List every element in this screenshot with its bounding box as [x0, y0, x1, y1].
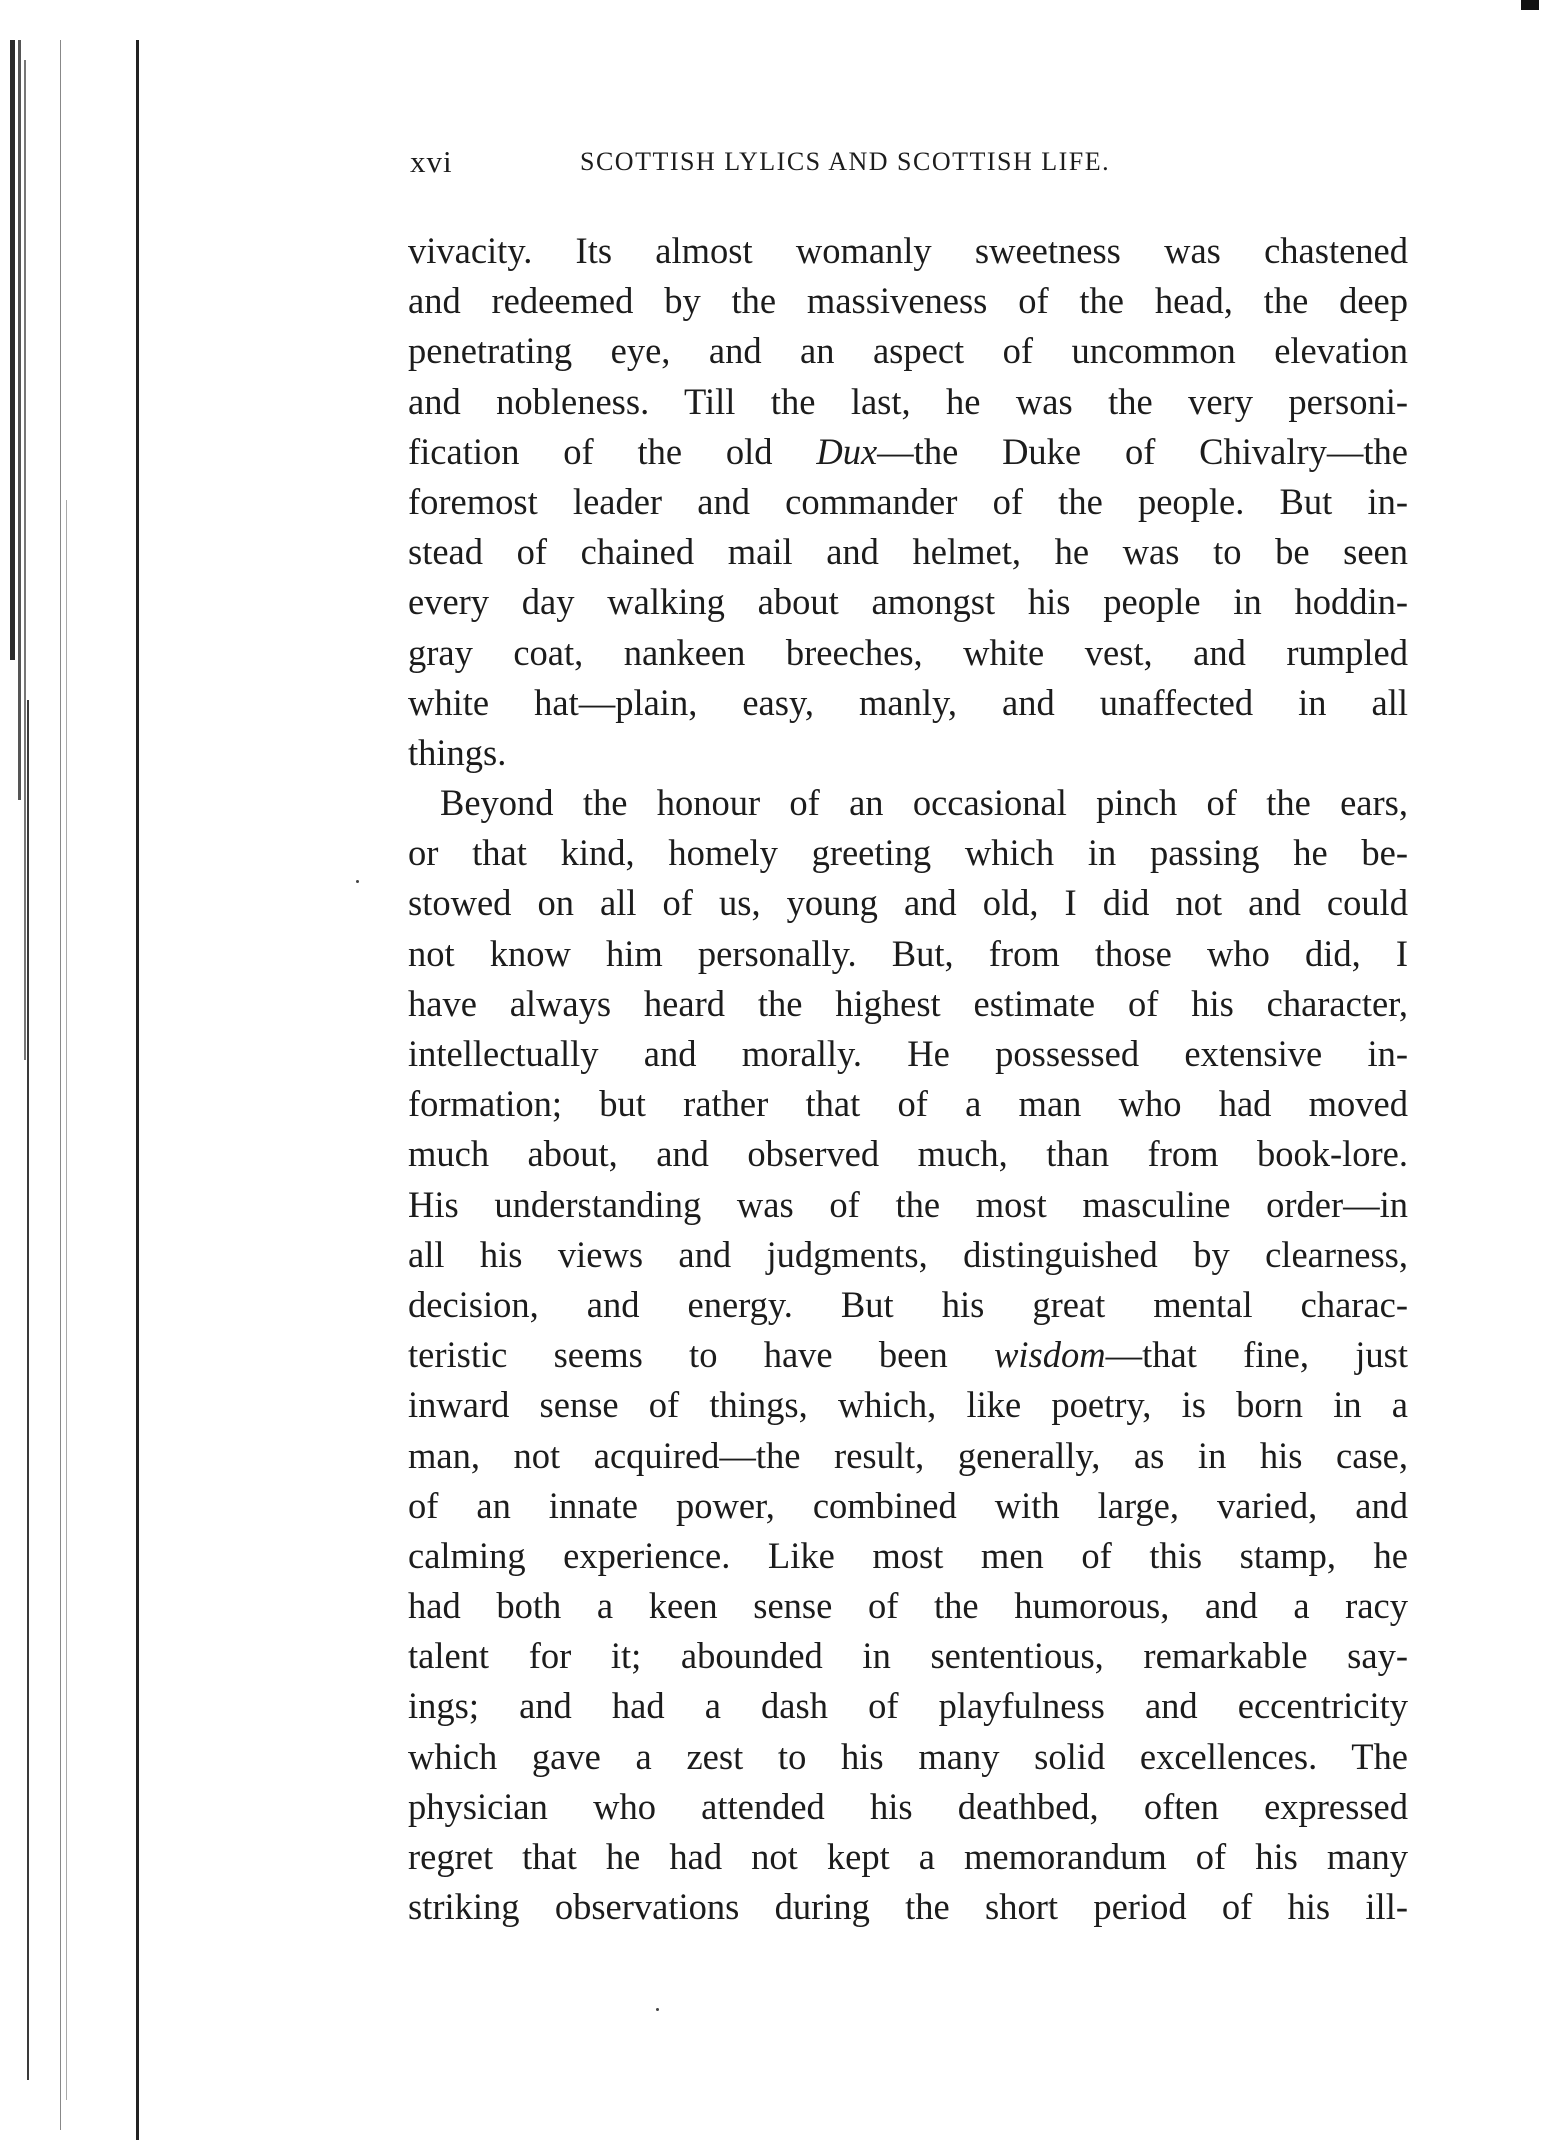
- scan-corner-mark: [1521, 0, 1539, 10]
- text-line: every day walking about amongst his people in hoddin-: [408, 581, 1408, 623]
- italic-term: Dux: [816, 430, 878, 472]
- italic-term: wisdom: [994, 1334, 1106, 1376]
- text-run: teristic seems to have been: [408, 1334, 995, 1376]
- text-run: —the Duke of Chivalry—the: [877, 430, 1408, 472]
- text-line: or that kind, homely greeting which in passing he be-: [408, 832, 1408, 874]
- text-line: [408, 1330, 1408, 1380]
- text-line: and nobleness. Till the last, he was the very personi-: [408, 380, 1408, 422]
- text-line: formation; but rather that of a man who had moved: [408, 1083, 1408, 1125]
- binding-edge-shadow: [10, 40, 15, 660]
- text-line: not know him personally. But, from those who did, I: [408, 932, 1408, 974]
- text-line: which gave a zest to his many solid excellences. The: [408, 1735, 1408, 1777]
- text-line: have always heard the highest estimate of his character,: [408, 982, 1408, 1024]
- text-line: much about, and observed much, than from book-lore.: [408, 1133, 1408, 1175]
- text-line: [408, 427, 1408, 477]
- running-title: SCOTTISH LYLICS AND SCOTTISH LIFE.: [580, 147, 1111, 176]
- binding-edge-shadow: [18, 40, 21, 800]
- text-line: talent for it; abounded in sententious, remarkable say-: [408, 1635, 1408, 1677]
- text-line: foremost leader and commander of the people. But in-: [408, 480, 1408, 522]
- text-line: things.: [408, 731, 507, 773]
- text-run: —that fine, just: [1105, 1334, 1409, 1376]
- running-head: [410, 142, 1250, 182]
- binding-edge-shadow: [27, 700, 29, 2080]
- text-line: of an innate power, combined with large, varied, and: [408, 1484, 1408, 1526]
- text-line: had both a keen sense of the humorous, and a racy: [408, 1585, 1408, 1627]
- text-line: and redeemed by the massiveness of the head, the deep: [408, 280, 1408, 322]
- binding-edge-line: [60, 40, 61, 2130]
- text-line: regret that he had not kept a memorandum of his many: [408, 1836, 1408, 1877]
- scan-speck: [656, 2008, 659, 2011]
- scan-speck: [356, 880, 359, 883]
- text-line: decision, and energy. But his great mental charac-: [408, 1283, 1408, 1325]
- text-line: penetrating eye, and an aspect of uncommon elevation: [408, 330, 1408, 372]
- text-line: calming experience. Like most men of this stamp, he: [408, 1534, 1408, 1576]
- text-line: gray coat, nankeen breeches, white vest, and rumpled: [408, 631, 1408, 673]
- text-line: stowed on all of us, young and old, I did not and could: [408, 882, 1408, 924]
- text-line: inward sense of things, which, like poetry, is born in a: [408, 1384, 1408, 1426]
- text-line: Beyond the honour of an occasional pinch of the ears,: [440, 782, 1408, 824]
- text-line: intellectually and morally. He possessed extensive in-: [408, 1033, 1408, 1074]
- text-line: man, not acquired—the result, generally, as in his case,: [408, 1434, 1408, 1476]
- page-number: xvi: [410, 144, 453, 179]
- binding-edge-shadow: [24, 60, 26, 1060]
- page-edge-line: [136, 40, 139, 2140]
- text-line: ings; and had a dash of playfulness and eccentricity: [408, 1685, 1408, 1727]
- body-text: [408, 226, 1408, 1932]
- text-run: fication of the old: [408, 430, 817, 472]
- text-line: all his views and judgments, distinguished by clearness,: [408, 1233, 1408, 1275]
- text-line: white hat—plain, easy, manly, and unaffected in all: [408, 681, 1408, 723]
- binding-edge-line: [66, 500, 67, 2100]
- text-line: physician who attended his deathbed, often expressed: [408, 1785, 1408, 1827]
- text-line: vivacity. Its almost womanly sweetness was chastened: [408, 230, 1408, 271]
- text-line: stead of chained mail and helmet, he was to be seen: [408, 531, 1408, 573]
- text-line: striking observations during the short period of his ill-: [408, 1886, 1408, 1928]
- text-line: His understanding was of the most masculine order—in: [408, 1183, 1408, 1225]
